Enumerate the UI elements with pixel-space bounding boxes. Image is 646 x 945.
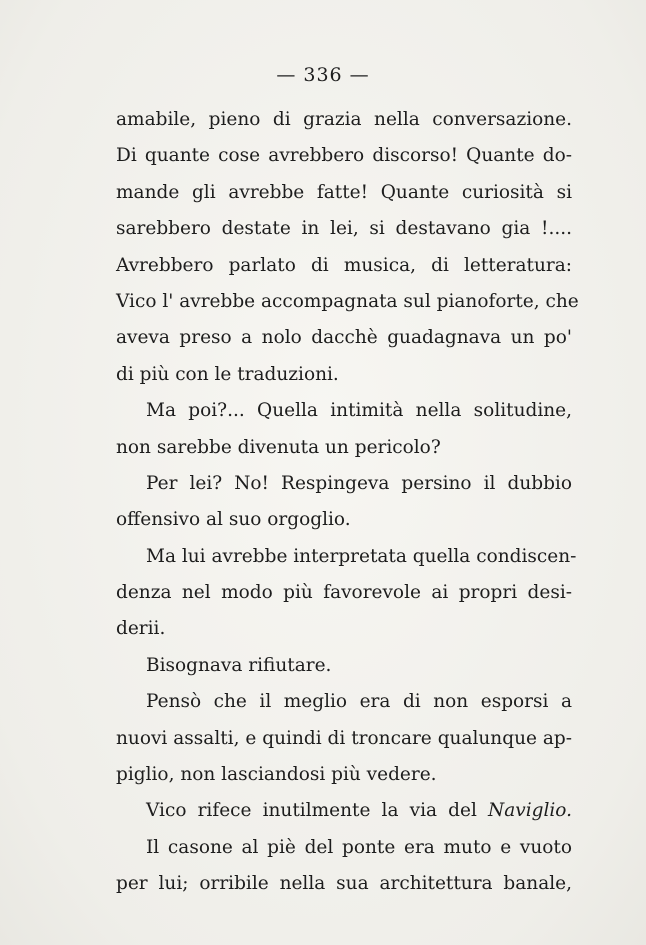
text-line: Bisognava rifiutare. (146, 654, 332, 676)
text-line: aveva preso a nolo dacchè guadagnava un po' (116, 327, 572, 349)
text-line: per lui; orribile nella sua architettura banale, (116, 873, 572, 895)
text-fragment: Vico rifece inutilmente la via del (146, 800, 477, 822)
text-line: Vico l' avrebbe accompagnata sul pianoforte, che (116, 290, 579, 312)
text-line: offensivo al suo orgoglio. (116, 509, 351, 531)
text-line: piglio, non lasciandosi più vedere. (116, 764, 437, 786)
text-line: Avrebbero parlato di musica, di letteratura: (116, 254, 572, 276)
text-line: derii. (116, 618, 166, 640)
text-line: amabile, pieno di grazia nella conversazione. (116, 109, 572, 130)
page-number: — 336 — (276, 64, 370, 86)
text-line: Pensò che il meglio era di non esporsi a (146, 691, 572, 713)
text-line: nuovi assalti, e quindi di troncare qualunque ap- (116, 727, 572, 749)
text-line: Il casone al piè del ponte era muto e vuoto (146, 836, 572, 858)
text-line: sarebbero destate in lei, si destavano gia !.... (116, 218, 572, 240)
body-text (116, 102, 579, 903)
text-line: non sarebbe divenuta un pericolo? (116, 436, 441, 458)
text-line: Ma lui avrebbe interpretata quella condiscen- (146, 545, 577, 567)
text-line: Ma poi?... Quella intimità nella solitudine, (146, 400, 572, 422)
text-line: Di quante cose avrebbero discorso! Quante do- (116, 145, 572, 167)
italic-word: Naviglio. (488, 800, 572, 822)
text-line: mande gli avrebbe fatte! Quante curiosità si (116, 181, 572, 203)
text-line (116, 793, 572, 829)
text-line: denza nel modo più favorevole ai propri desi- (116, 582, 572, 604)
text-line: Per lei? No! Respingeva persino il dubbio (146, 472, 572, 494)
text-line: di più con le traduzioni. (116, 363, 339, 385)
